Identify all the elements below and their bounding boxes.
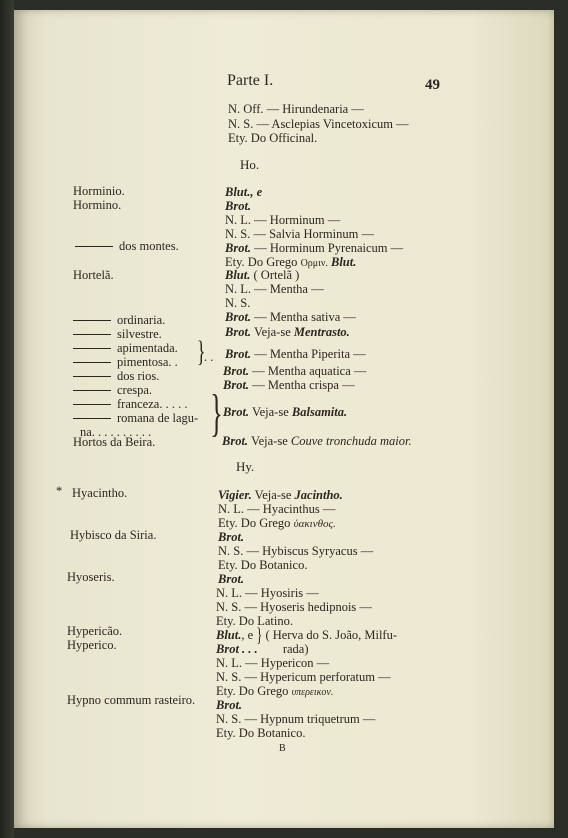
leader-dots: . . xyxy=(204,350,214,364)
entry-line: N. L. — Hyosiris — xyxy=(216,586,319,600)
entry-text: ( Herva do S. João, Milfu- xyxy=(265,628,398,642)
headword: Hybisco da Siria. xyxy=(70,528,157,542)
authority: Blut., e xyxy=(225,185,263,199)
brace: } xyxy=(196,335,206,368)
entry-text: Veja-se xyxy=(254,488,292,502)
authority: Brot. xyxy=(225,325,252,339)
headword: dos montes. xyxy=(119,239,179,253)
headword: Horminio. xyxy=(73,184,125,198)
entry-line: N. L. — Horminum — xyxy=(225,213,341,227)
greek-word: υπερεικον. xyxy=(291,687,334,698)
entry-line xyxy=(225,268,299,282)
greek-word: Ορμιν. xyxy=(300,258,328,269)
authority: Blut. xyxy=(330,255,357,269)
section-heading-ho: Ho. xyxy=(240,157,260,172)
entry-line xyxy=(223,364,366,378)
entry-text: Veja-se xyxy=(253,325,291,339)
authority: Brot. xyxy=(225,310,252,324)
entry-line xyxy=(223,378,355,392)
entry-line xyxy=(222,434,412,448)
authority: Blut. xyxy=(225,268,251,282)
entry-line xyxy=(225,347,366,361)
authority: Brot . . . xyxy=(216,642,258,656)
asterisk-mark: * xyxy=(56,484,63,498)
entry-line xyxy=(225,241,403,255)
authority: Brot. xyxy=(223,405,250,419)
entry-text: Veja-se xyxy=(250,434,288,448)
entry-line: N. L. — Hyacinthus — xyxy=(218,502,336,516)
headword: Hyperico. xyxy=(67,638,117,652)
authority: Brot. xyxy=(225,347,252,361)
headword: romana de lagu- xyxy=(117,411,199,425)
entry-text: Ety. Do Grego xyxy=(216,684,289,698)
headword: franceza. . . . . xyxy=(117,397,188,411)
entry-line: Ety. Do Botanico. xyxy=(218,558,308,572)
entry-text: , e xyxy=(241,628,254,642)
cross-reference: Jacintho. xyxy=(294,488,343,502)
entry-line xyxy=(218,488,343,502)
headword: Hyoseris. xyxy=(67,570,115,584)
entry-line xyxy=(216,623,398,647)
headword: Hortelã. xyxy=(73,268,114,282)
headword: na. . . . . . . . . . xyxy=(80,425,152,439)
entry-text: Ety. Do Grego xyxy=(225,255,298,269)
entry-line: N. S. — Hypericum perforatum — xyxy=(216,670,391,684)
entry-line xyxy=(216,642,308,656)
authority: Brot. xyxy=(218,530,245,544)
ditto-dash xyxy=(73,418,111,419)
headword: dos rios. xyxy=(117,369,160,383)
entry-line xyxy=(218,516,336,531)
headword: ordinaria. xyxy=(117,313,166,327)
entry-text: — Mentha Piperita — xyxy=(254,347,366,361)
authority: Blut. xyxy=(216,628,242,642)
book-binding xyxy=(0,0,14,838)
ditto-dash xyxy=(73,334,111,335)
entry-text: — Mentha aquatica — xyxy=(252,364,367,378)
brace: } xyxy=(256,623,263,647)
entry-line: Ety. Do Botanico. xyxy=(216,726,306,740)
greek-word: ὑακινθος. xyxy=(293,518,336,530)
entry-line: Ety. Do Latino. xyxy=(216,614,293,628)
headword: Hypno commum rasteiro. xyxy=(67,693,196,707)
brace: } xyxy=(210,385,223,442)
headword: Hortos da Beira. xyxy=(73,435,156,449)
authority: Brot. xyxy=(216,698,243,712)
headword: silvestre. xyxy=(117,327,162,341)
ditto-dash xyxy=(73,362,111,363)
entry-line xyxy=(225,325,350,339)
entry-text: — Mentha crispa — xyxy=(252,378,355,392)
cross-reference: Mentrasto. xyxy=(293,325,350,339)
headword: Hyacintho. xyxy=(72,486,128,500)
ditto-dash xyxy=(75,246,113,247)
ditto-dash xyxy=(73,404,111,405)
entry-line: Ety. Do Officinal. xyxy=(228,131,318,145)
headword: Hormino. xyxy=(73,198,122,212)
entry-line: N. L. — Mentha — xyxy=(225,282,324,296)
authority: Brot. xyxy=(225,199,252,213)
entry-line xyxy=(225,185,262,199)
authority: Vigier. xyxy=(218,488,252,502)
headword: pimentosa. . xyxy=(117,355,178,369)
authority: Brot. xyxy=(223,378,250,392)
entry-line: N. S. xyxy=(225,296,251,310)
entry-text: rada) xyxy=(282,642,309,656)
entry-line: N. Off. — Hirundenaria — xyxy=(228,102,364,116)
entry-line: N. S. — Hyoseris hedipnois — xyxy=(216,600,372,614)
ditto-dash xyxy=(73,348,111,349)
entry-text: — Horminum Pyrenaicum — xyxy=(254,241,404,255)
entry-line: N. S. — Salvia Horminum — xyxy=(225,227,374,241)
headword: Hypericão. xyxy=(67,624,123,638)
running-title: Parte I. xyxy=(227,72,274,89)
headword: apimentada. xyxy=(117,341,178,355)
page-number: 49 xyxy=(425,77,440,93)
entry-line: N. S. — Hypnum triquetrum — xyxy=(216,712,376,726)
authority: Brot. xyxy=(222,434,249,448)
entry-line: N. L. — Hypericon — xyxy=(216,656,330,670)
entry-line: N. S. — Hybiscus Syryacus — xyxy=(218,544,374,558)
ditto-dash xyxy=(73,390,111,391)
entry-line xyxy=(223,405,347,419)
headword: crespa. xyxy=(117,383,153,397)
cross-reference: Couve tronchuda maior. xyxy=(290,434,412,448)
entry-text: — Mentha sativa — xyxy=(254,310,356,324)
cross-reference: Balsamita. xyxy=(291,405,348,419)
entry-line: N. S. — Asclepias Vincetoxicum — xyxy=(228,117,409,131)
authority: Brot. xyxy=(218,572,245,586)
authority: Brot. xyxy=(225,241,252,255)
authority: Brot. xyxy=(223,364,250,378)
entry-text: Ety. Do Grego xyxy=(218,516,291,530)
ditto-dash xyxy=(73,320,111,321)
entry-text: ( Ortelã ) xyxy=(253,268,300,282)
section-heading-hy: Hy. xyxy=(236,459,255,474)
entry-line xyxy=(225,310,356,324)
signature-mark: B xyxy=(279,743,286,754)
ditto-dash xyxy=(73,376,111,377)
entry-text: Veja-se xyxy=(251,405,289,419)
